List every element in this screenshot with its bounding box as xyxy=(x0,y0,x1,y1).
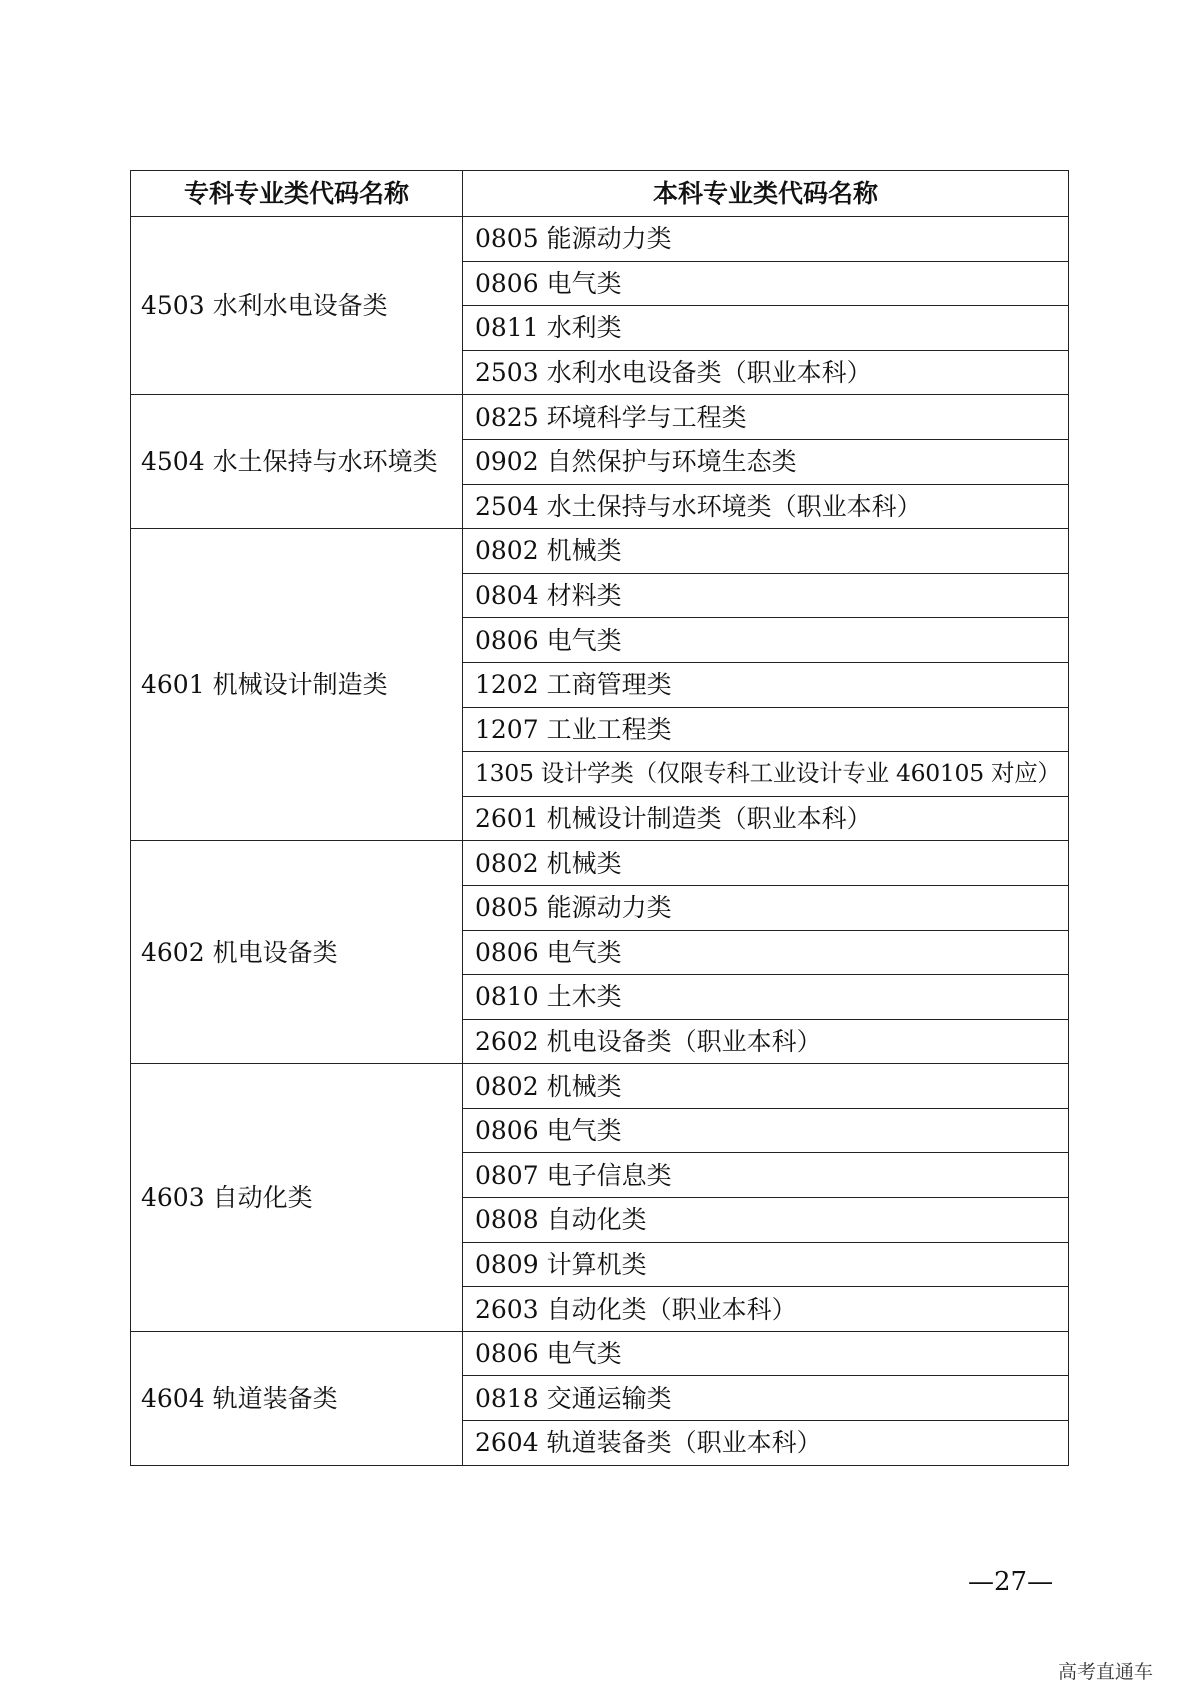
undergraduate-category: 0804 材料类 xyxy=(463,573,1069,618)
undergraduate-category: 2504 水土保持与水环境类（职业本科） xyxy=(463,484,1069,529)
page-number: —27— xyxy=(968,1567,1054,1597)
undergraduate-category: 0805 能源动力类 xyxy=(463,885,1069,930)
undergraduate-category: 1207 工业工程类 xyxy=(463,707,1069,752)
undergraduate-category: 0825 环境科学与工程类 xyxy=(463,395,1069,440)
major-correspondence-table xyxy=(130,170,1069,1466)
watermark: 高考直通车 xyxy=(1058,1661,1154,1683)
undergraduate-category: 2601 机械设计制造类（职业本科） xyxy=(463,796,1069,841)
undergraduate-category: 0802 机械类 xyxy=(463,1064,1069,1109)
undergraduate-category: 0809 计算机类 xyxy=(463,1242,1069,1287)
undergraduate-category: 2503 水利水电设备类（职业本科） xyxy=(463,350,1069,395)
junior-college-category: 4602 机电设备类 xyxy=(131,841,463,1064)
table-row xyxy=(131,841,1069,886)
junior-college-category: 4601 机械设计制造类 xyxy=(131,529,463,841)
undergraduate-category: 0802 机械类 xyxy=(463,529,1069,574)
header-junior-college: 专科专业类代码名称 xyxy=(131,171,463,217)
undergraduate-category: 0806 电气类 xyxy=(463,1108,1069,1153)
undergraduate-category: 0806 电气类 xyxy=(463,261,1069,306)
table-row xyxy=(131,529,1069,574)
undergraduate-category: 0810 土木类 xyxy=(463,975,1069,1020)
table-row xyxy=(131,1331,1069,1376)
table-row xyxy=(131,395,1069,440)
undergraduate-category: 0811 水利类 xyxy=(463,306,1069,351)
undergraduate-category: 0818 交通运输类 xyxy=(463,1376,1069,1421)
undergraduate-category: 0806 电气类 xyxy=(463,930,1069,975)
table-row xyxy=(131,217,1069,262)
undergraduate-category: 0802 机械类 xyxy=(463,841,1069,886)
undergraduate-category: 0807 电子信息类 xyxy=(463,1153,1069,1198)
table-header-row xyxy=(131,171,1069,217)
undergraduate-category: 0806 电气类 xyxy=(463,618,1069,663)
undergraduate-category: 2603 自动化类（职业本科） xyxy=(463,1287,1069,1332)
undergraduate-category: 0805 能源动力类 xyxy=(463,217,1069,262)
undergraduate-category: 0902 自然保护与环境生态类 xyxy=(463,439,1069,484)
junior-college-category: 4603 自动化类 xyxy=(131,1064,463,1332)
undergraduate-category: 1202 工商管理类 xyxy=(463,662,1069,707)
table-body xyxy=(131,217,1069,1466)
junior-college-category: 4503 水利水电设备类 xyxy=(131,217,463,395)
undergraduate-category: 2604 轨道装备类（职业本科） xyxy=(463,1421,1069,1466)
header-undergraduate: 本科专业类代码名称 xyxy=(463,171,1069,217)
undergraduate-category: 0806 电气类 xyxy=(463,1331,1069,1376)
junior-college-category: 4604 轨道装备类 xyxy=(131,1331,463,1465)
undergraduate-category: 1305 设计学类（仅限专科工业设计专业 460105 对应） xyxy=(463,752,1069,797)
junior-college-category: 4504 水土保持与水环境类 xyxy=(131,395,463,529)
undergraduate-category: 0808 自动化类 xyxy=(463,1198,1069,1243)
table-row xyxy=(131,1064,1069,1109)
undergraduate-category: 2602 机电设备类（职业本科） xyxy=(463,1019,1069,1064)
